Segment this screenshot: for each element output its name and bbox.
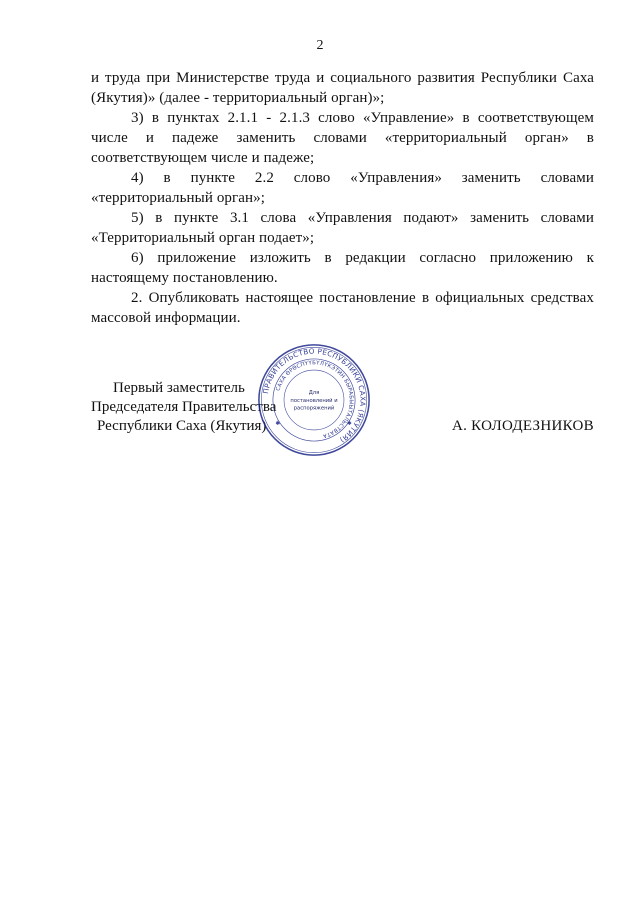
seal-center-line3: распоряжений: [293, 405, 335, 412]
paragraph-item-5: 5) в пункте 3.1 слова «Управления подают» заменить словами «Территориальный орган подает»;: [91, 210, 594, 246]
paragraph-item-6: 6) приложение изложить в редакции согласно приложению к настоящему постановлению.: [91, 250, 594, 286]
paragraph-item-4: 4) в пункте 2.2 слово «Управления» заменить словами «территориальный орган»;: [91, 170, 594, 206]
seal-star-left: ✱: [275, 421, 281, 428]
signatory-position-line2: Председателя Правительства: [91, 399, 277, 415]
seal-center-line2: постановлений и: [290, 397, 338, 404]
seal-star-right: ✱: [346, 421, 352, 428]
seal-outer-text: ПРАВИТЕЛЬСТВО РЕСПУБЛИКИ САХА (ЯКУТИЯ): [261, 346, 368, 445]
paragraph-continuation: и труда при Министерстве труда и социального развития Республики Саха (Якутия)» (далее - территориальный орган)»;: [91, 70, 594, 106]
seal-center-line1: Для: [308, 390, 320, 397]
signatory-position-line3: Республики Саха (Якутия): [97, 418, 267, 434]
paragraph-point-2: 2. Опубликовать настоящее постановление в официальных средствах массовой информации.: [91, 290, 594, 326]
signatory-name: А. КОЛОДЕЗНИКОВ: [451, 418, 594, 434]
document-body: [91, 68, 594, 328]
paragraph-item-3: 3) в пунктах 2.1.1 - 2.1.3 слово «Управление» в соответствующем числе и падеже заменить словами «территориальный орган» в соответствующем числе и падеже;: [91, 110, 594, 166]
official-seal-stamp: [256, 342, 372, 458]
page-number: 2: [316, 38, 324, 53]
signatory-position-line1: Первый заместитель: [113, 380, 245, 396]
seal-inner-text: САХА ӨРӨСПҮҮБҮЛҮКЭТИН БЫРАБЫЫТАЛЬСТВАТА: [275, 360, 354, 439]
